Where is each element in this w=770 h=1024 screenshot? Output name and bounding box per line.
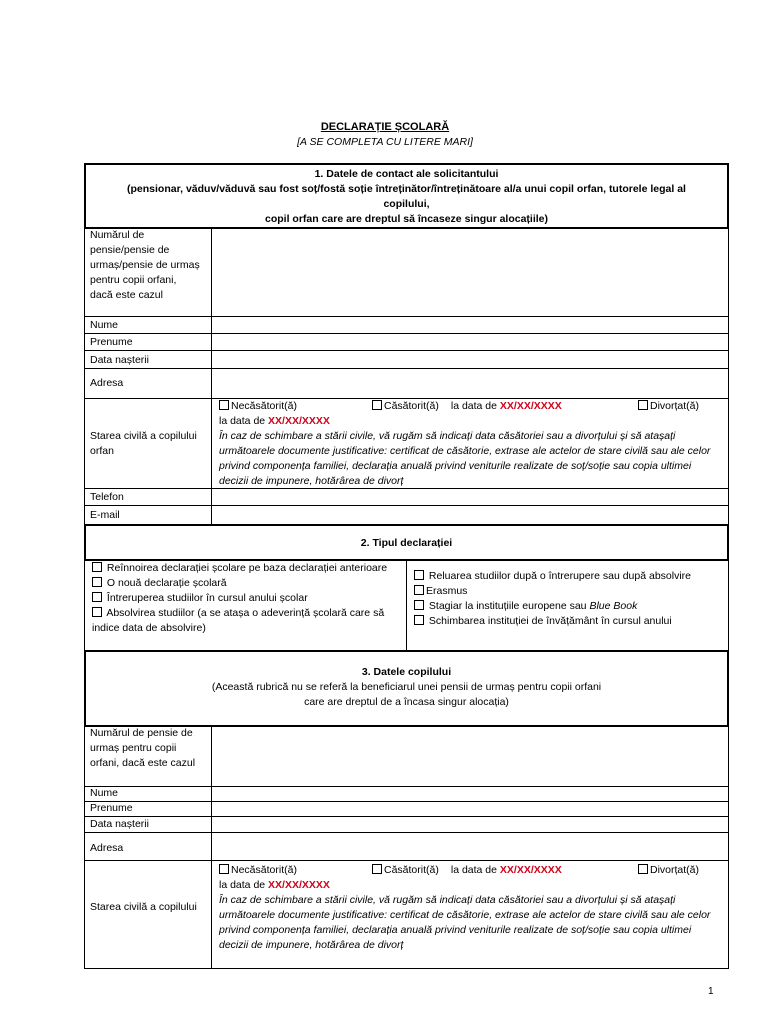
row-name-3 [85, 786, 728, 802]
checkbox-icon [638, 864, 648, 874]
section3-desc-2: care are dreptul de a încasa singur alocația) [304, 696, 509, 708]
renewal-checkbox[interactable]: Reînnoirea declarației școlare pe baza declarației anterioare [92, 561, 392, 576]
civil-note-3: În caz de schimbare a stării civile, vă rugăm să indicați data căsătoriei sau a divorțului și să atașați următoarele documente justificative: certificat de căsătorie, extrase ale actelor de stare civilă sau ale celor privind componența familiei, declarația anuală privind veniturile realizate de soț/soție sau copia ultimei decizii de impunere, hotărârea de divorț [219, 894, 711, 951]
civil-options-1 [219, 399, 727, 414]
civil-options-3 [219, 863, 727, 878]
row-birth-3 [85, 816, 728, 833]
divorced-checkbox-1[interactable]: Divorțat(ă) [638, 399, 699, 414]
checkbox-icon [92, 577, 102, 587]
change-institution-checkbox[interactable]: Schimbarea instituției de învățământ în cursul anului [414, 614, 724, 629]
intern-checkbox[interactable]: Stagiar la instituțiile europene sau Blue Book [414, 599, 724, 614]
civil-label-3: Starea civilă a copilului [90, 901, 197, 913]
unmarried-checkbox-3[interactable]: Necăsătorit(ă) [219, 864, 297, 876]
checkbox-icon [638, 400, 648, 410]
civil-note-1: În caz de schimbare a stării civile, vă rugăm să indicați data căsătoriei sau a divorțului și să atașați următoarele documente justificative: certificat de căsătorie, extrase ale actelor de stare civilă sau ale celor privind componența familiei, declarația anuală privind veniturile realizate de soț/soție sau copia ultimei decizii de impunere, hotărârea de divorț [219, 430, 711, 487]
section3-header [84, 662, 729, 710]
married-checkbox-1[interactable]: Căsătorit(ă) la data de XX/XX/XXXX [372, 399, 562, 414]
checkbox-icon [372, 400, 382, 410]
checkbox-icon [219, 864, 229, 874]
address-label-3: Adresa [90, 842, 124, 854]
pension-label-1: Numărul de pensie/pensie de urmaș/pensie de urmaș pentru copii orfani, dacă este cazul [90, 229, 200, 301]
pension-label-3: Numărul de pensie de urmaș pentru copii orfani, dacă este cazul [90, 727, 196, 769]
graduation-checkbox[interactable]: Absolvirea studiilor (a se atașa o adeverință școlară care să indice data de absolvire) [92, 607, 385, 634]
row-firstname-3 [85, 801, 728, 817]
unmarried-checkbox-1[interactable]: Necăsătorit(ă) [219, 400, 297, 412]
checkbox-icon [414, 570, 424, 580]
row-name-1 [85, 316, 728, 334]
row-phone [85, 488, 728, 506]
erasmus-checkbox[interactable]: Erasmus [414, 584, 724, 599]
declaration-right-options [414, 569, 724, 629]
checkbox-icon [92, 562, 102, 572]
section1-desc-2: copil orfan care are dreptul să încaseze singur alocațiile) [264, 213, 549, 225]
checkbox-icon [372, 864, 382, 874]
birth-label-1: Data nașterii [90, 354, 149, 366]
email-label: E-mail [90, 509, 120, 521]
phone-label: Telefon [90, 491, 124, 503]
section1-title: 1. Datele de contact ale solicitantului [314, 168, 499, 180]
interruption-checkbox[interactable]: Întreruperea studiilor în cursul anului școlar [92, 591, 392, 606]
section1-desc-1: (pensionar, văduv/văduvă sau fost soț/fostă soție întreținător/întreținătoare al/a unui copil orfan, tutorele legal al copilului, [127, 183, 686, 210]
section2-divider [406, 561, 407, 650]
firstname-label-1: Prenume [90, 336, 133, 348]
document-title: DECLARAȚIE ȘCOLARĂ [320, 121, 450, 133]
section2-title: 2. Tipul declarației [360, 537, 453, 549]
checkbox-icon [414, 615, 424, 625]
row-birth-1 [85, 350, 728, 369]
row-address-3 [85, 832, 728, 861]
checkbox-icon [219, 400, 229, 410]
divorce-date-3: la data de XX/XX/XXXX [219, 879, 330, 891]
checkbox-icon [414, 600, 424, 610]
divorced-checkbox-3[interactable]: Divorțat(ă) [638, 863, 699, 878]
document-subtitle: [A SE COMPLETA CU LITERE MARI] [297, 136, 473, 148]
birth-label-3: Data nașterii [90, 818, 149, 830]
section3-title: 3. Datele copilului [361, 666, 452, 678]
name-label-3: Nume [90, 787, 119, 799]
checkbox-icon [414, 585, 424, 595]
married-checkbox-3[interactable]: Căsătorit(ă) la data de XX/XX/XXXX [372, 863, 562, 878]
firstname-label-3: Prenume [90, 802, 133, 814]
section3-desc-1: (Această rubrică nu se referă la beneficiarul unei pensii de urmaș pentru copii orfani [211, 681, 602, 693]
address-label-1: Adresa [90, 377, 124, 389]
row-firstname-1 [85, 333, 728, 351]
divorce-date-1: la data de XX/XX/XXXX [219, 415, 330, 427]
name-label-1: Nume [90, 319, 119, 331]
checkbox-icon [92, 607, 102, 617]
declaration-left-options [92, 561, 392, 636]
civil-label-1: Starea civilă a copilului orfan [90, 430, 197, 457]
section1-header [84, 164, 729, 227]
checkbox-icon [92, 592, 102, 602]
new-declaration-checkbox[interactable]: O nouă declarație școlară [92, 576, 392, 591]
resume-studies-checkbox[interactable]: Reluarea studiilor după o întrerupere sau după absolvire [414, 569, 724, 584]
page-number: 1 [708, 986, 714, 997]
row-address-1 [85, 368, 728, 399]
